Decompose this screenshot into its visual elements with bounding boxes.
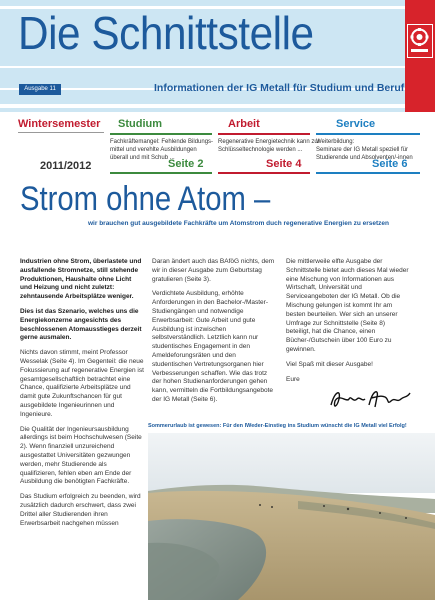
section-teaser: Fachkräftemangel: Fehlende Bildungs- mittel und verehlte Ausbildungen überall und mit Schub ... [110,139,214,161]
ig-metall-logo-icon [407,24,433,58]
semester-rule [18,132,104,133]
body-paragraph: Die mittlerweile elfte Ausgabe der Schnittstelle bietet auch dieses Mal wieder eine Mischung von Informationen aus Wirtschaft, Universität und Serviceangeboten der IG Metall. Ob die Mischung gelungen ist kommt Ihr am besten beurteilen. Wer sich an unserer Umfrage zur Schnittstelle (Seite 8) beteiligt, hat die Chance, einen Bücher-/Gutschein über 100 Euro zu gewinnen. [286,258,409,353]
photo-caption: Sommerurlaub ist gewesen: Für den IWeder-Einstieg ins Studium wünscht die IG Metall viel Erfolg! [148,423,407,429]
masthead [0,0,435,112]
article-headline: Strom ohne Atom – [20,180,271,218]
section-page-link[interactable]: Seite 4 [266,158,302,170]
body-paragraph: Viel Spaß mit dieser Ausgabe! [286,360,373,368]
section-rule [316,133,420,135]
lead-paragraph: Dies ist das Szenario, welches uns die Energiekonzerne angesichts des beschlossenen Atomausstieges derzeit gerne ausmalen. [20,307,142,342]
body-paragraph: Verdichtete Ausbildung, erhöhte Anforderungen in den Bachelor-/Master-Studiengängen und notwendige Erwerbsarbeit: Gute Arbeit und gute Ausbildung ist inzwischen selbstverständlich. Letztlich kann nur studentisches Engagement in den Ameldeforungsräten und den studentischen Vertretungsorganen hier Verbesserungen schaffen. Wie das trotz der hohen Studienanforderungen gehen kann, vermitteln die Fortbildungsangebote der IG Metall (Seite 6). [152,290,274,403]
section-teaser: Regenerative Energietechnik kann zur Schlüsseltechnologie werden ... [218,139,320,153]
body-paragraph: Die Qualität der Ingenieursausbildung allerdings ist beim Hochschulwesen (Seite 2). Wenn finanziell unzureichend ausgestattet Universitäten gezwungen werden, mehr Studierende als qualifizieren, fehlen eben am Ende der Ausbildung die benötigten Fachkräfte. [20,425,142,486]
signature-graphic [327,385,413,413]
article-column-3 [286,258,410,390]
article-column-1 [20,258,144,534]
section-page-link[interactable]: Seite 6 [372,158,408,170]
body-paragraph: Nichts davon stimmt, meint Professor Wesselak (Seite 4). Im Gegenteil: die neue Fokussierung auf regenerative Energien ist gesamtgesellschaftlich betrachtet eine Chance, qualifizierte Arbeitsplätze und damit gute Zukunftschancen für gut ausgebildete Ingenieurinnen und Ingenieure. [20,349,144,418]
article-deck: wir brauchen gut ausgebildete Fachkräfte um Atomstrom duch regenerative Energien zu ersetzen [88,220,389,227]
issue-number-tab: Ausgabe 11 [19,84,61,95]
newsletter-title: Die Schnittstelle [18,7,314,59]
section-rule [110,133,212,135]
article-column-2 [152,258,276,411]
masthead-stripe [0,66,435,68]
section-title: Studium [118,118,162,130]
section-title: Service [336,118,376,130]
newsletter-subtitle: Informationen der IG Metall für Studium und Beruf [154,82,405,94]
body-paragraph: Daran ändert auch das BAföG nichts, dem wir in dieser Ausgabe zum Geburtstag gratulieren (Seite 3). [152,258,275,283]
beach-photo [148,433,435,600]
semester-label: Wintersemester [18,118,101,130]
section-teaser: Weiterbildung: Seminare der IG Metall speziell für Studierende und Absolventen/-innen [316,139,413,161]
section-page-link[interactable]: Seite 2 [168,158,204,170]
section-title: Arbeit [228,118,260,130]
masthead-stripe [0,104,435,108]
section-rule [218,133,310,135]
sign-off: Eure [286,375,300,383]
body-paragraph: Das Studium erfolgreich zu beenden, wird zusätzlich dadurch erschwert, dass zwei Drittel aller Studierenden ihren Erwerbsarbeit nachgehen müssen [20,493,141,527]
semester-year: 2011/2012 [40,160,92,172]
lead-paragraph: Industrien ohne Strom, überlastete und ausfallende Stromnetze, still stehende Produktionen, Haushalte ohne Licht und Heizung und nicht zuletzt: zehntausende Arbeitsplätze weniger. [20,258,142,301]
